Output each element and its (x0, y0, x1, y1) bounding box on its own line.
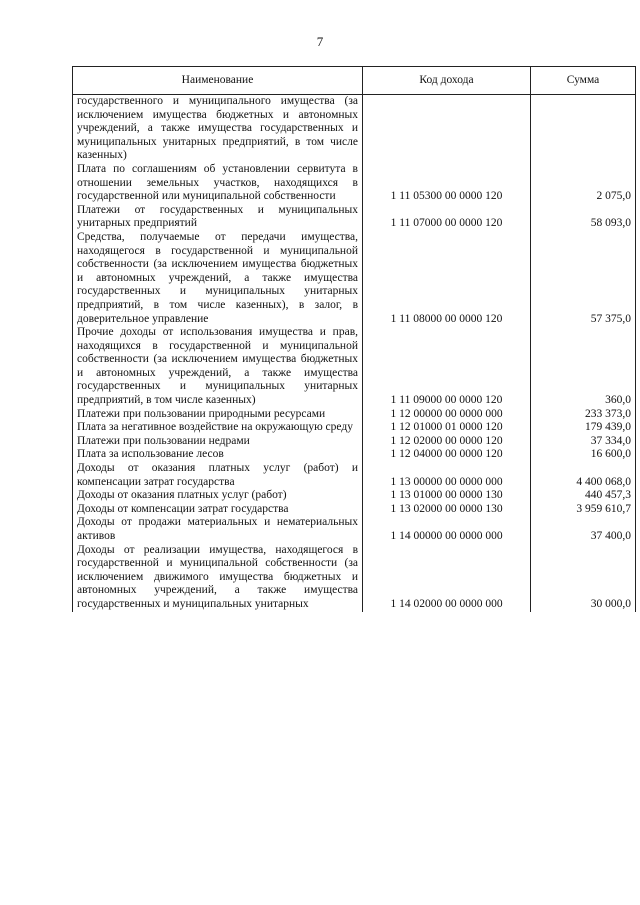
code-cell: 1 11 05300 00 0000 120 (363, 163, 531, 204)
name-cell: Плата за негативное воздействие на окружающую среду (73, 421, 363, 435)
code-cell: 1 12 01000 01 0000 120 (363, 421, 531, 435)
code-cell: 1 13 00000 00 0000 000 (363, 462, 531, 489)
code-cell (363, 95, 531, 163)
table-row (73, 231, 636, 326)
name-cell: Доходы от оказания платных услуг (работ) (73, 489, 363, 503)
revenue-table (72, 66, 636, 612)
name-cell: Платежи при пользовании природными ресурсами (73, 408, 363, 422)
code-cell: 1 13 02000 00 0000 130 (363, 503, 531, 517)
code-cell: 1 12 00000 00 0000 000 (363, 408, 531, 422)
sum-cell: 30 000,0 (531, 544, 636, 612)
name-cell: Платежи от государственных и муниципальных унитарных предприятий (73, 204, 363, 231)
code-cell: 1 14 00000 00 0000 000 (363, 516, 531, 543)
name-cell: Плата за использование лесов (73, 448, 363, 462)
sum-cell: 360,0 (531, 326, 636, 408)
table-row (73, 503, 636, 517)
table-row (73, 163, 636, 204)
column-header-name: Наименование (73, 67, 363, 95)
table-row (73, 95, 636, 163)
code-cell: 1 11 08000 00 0000 120 (363, 231, 531, 326)
code-cell: 1 14 02000 00 0000 000 (363, 544, 531, 612)
table-row (73, 408, 636, 422)
code-cell: 1 12 04000 00 0000 120 (363, 448, 531, 462)
page-number: 7 (316, 34, 324, 49)
column-header-sum: Сумма (531, 67, 636, 95)
code-cell: 1 11 07000 00 0000 120 (363, 204, 531, 231)
sum-cell: 37 334,0 (531, 435, 636, 449)
sum-cell: 57 375,0 (531, 231, 636, 326)
name-cell: Доходы от компенсации затрат государства (73, 503, 363, 517)
sum-cell: 58 093,0 (531, 204, 636, 231)
name-cell: Платежи при пользовании недрами (73, 435, 363, 449)
name-cell: государственного и муниципального имущества (за исключением имущества бюджетных и автономных учреждений, а также имущества государственных и муниципальных унитарных предприятий, в том числе казенных) (73, 95, 363, 163)
sum-cell: 16 600,0 (531, 448, 636, 462)
table-row (73, 544, 636, 612)
table-header-row (73, 67, 636, 95)
sum-cell: 4 400 068,0 (531, 462, 636, 489)
code-cell: 1 11 09000 00 0000 120 (363, 326, 531, 408)
table-row (73, 326, 636, 408)
name-cell: Плата по соглашениям об установлении сервитута в отношении земельных участков, находящихся в государственной или муниципальной собственности (73, 163, 363, 204)
table-row (73, 462, 636, 489)
name-cell: Доходы от оказания платных услуг (работ) и компенсации затрат государства (73, 462, 363, 489)
sum-cell: 179 439,0 (531, 421, 636, 435)
table-body (73, 95, 636, 612)
table-row (73, 516, 636, 543)
sum-cell: 37 400,0 (531, 516, 636, 543)
table-row (73, 204, 636, 231)
name-cell: Доходы от продажи материальных и нематериальных активов (73, 516, 363, 543)
sum-cell: 3 959 610,7 (531, 503, 636, 517)
name-cell: Прочие доходы от использования имущества и прав, находящихся в государственной и муниципальной собственности (за исключением имущества бюджетных и автономных учреждений, а также имущества государственных и муниципальных унитарных предприятий, в том числе казенных) (73, 326, 363, 408)
table-row (73, 421, 636, 435)
code-cell: 1 13 01000 00 0000 130 (363, 489, 531, 503)
sum-cell: 440 457,3 (531, 489, 636, 503)
name-cell: Средства, получаемые от передачи имущества, находящегося в государственной и муниципальной собственности (за исключением имущества бюджетных и автономных учреждений, а также имущества государственных и муниципальных унитарных предприятий, в том числе казенных), в залог, в доверительное управление (73, 231, 363, 326)
table-row (73, 489, 636, 503)
name-cell: Доходы от реализации имущества, находящегося в государственной и муниципальной собственности (за исключением движимого имущества бюджетных и автономных учреждений, а также имущества государственных и муниципальных унитарных (73, 544, 363, 612)
code-cell: 1 12 02000 00 0000 120 (363, 435, 531, 449)
sum-cell (531, 95, 636, 163)
table-row (73, 448, 636, 462)
column-header-code: Код дохода (363, 67, 531, 95)
table-row (73, 435, 636, 449)
sum-cell: 2 075,0 (531, 163, 636, 204)
sum-cell: 233 373,0 (531, 408, 636, 422)
